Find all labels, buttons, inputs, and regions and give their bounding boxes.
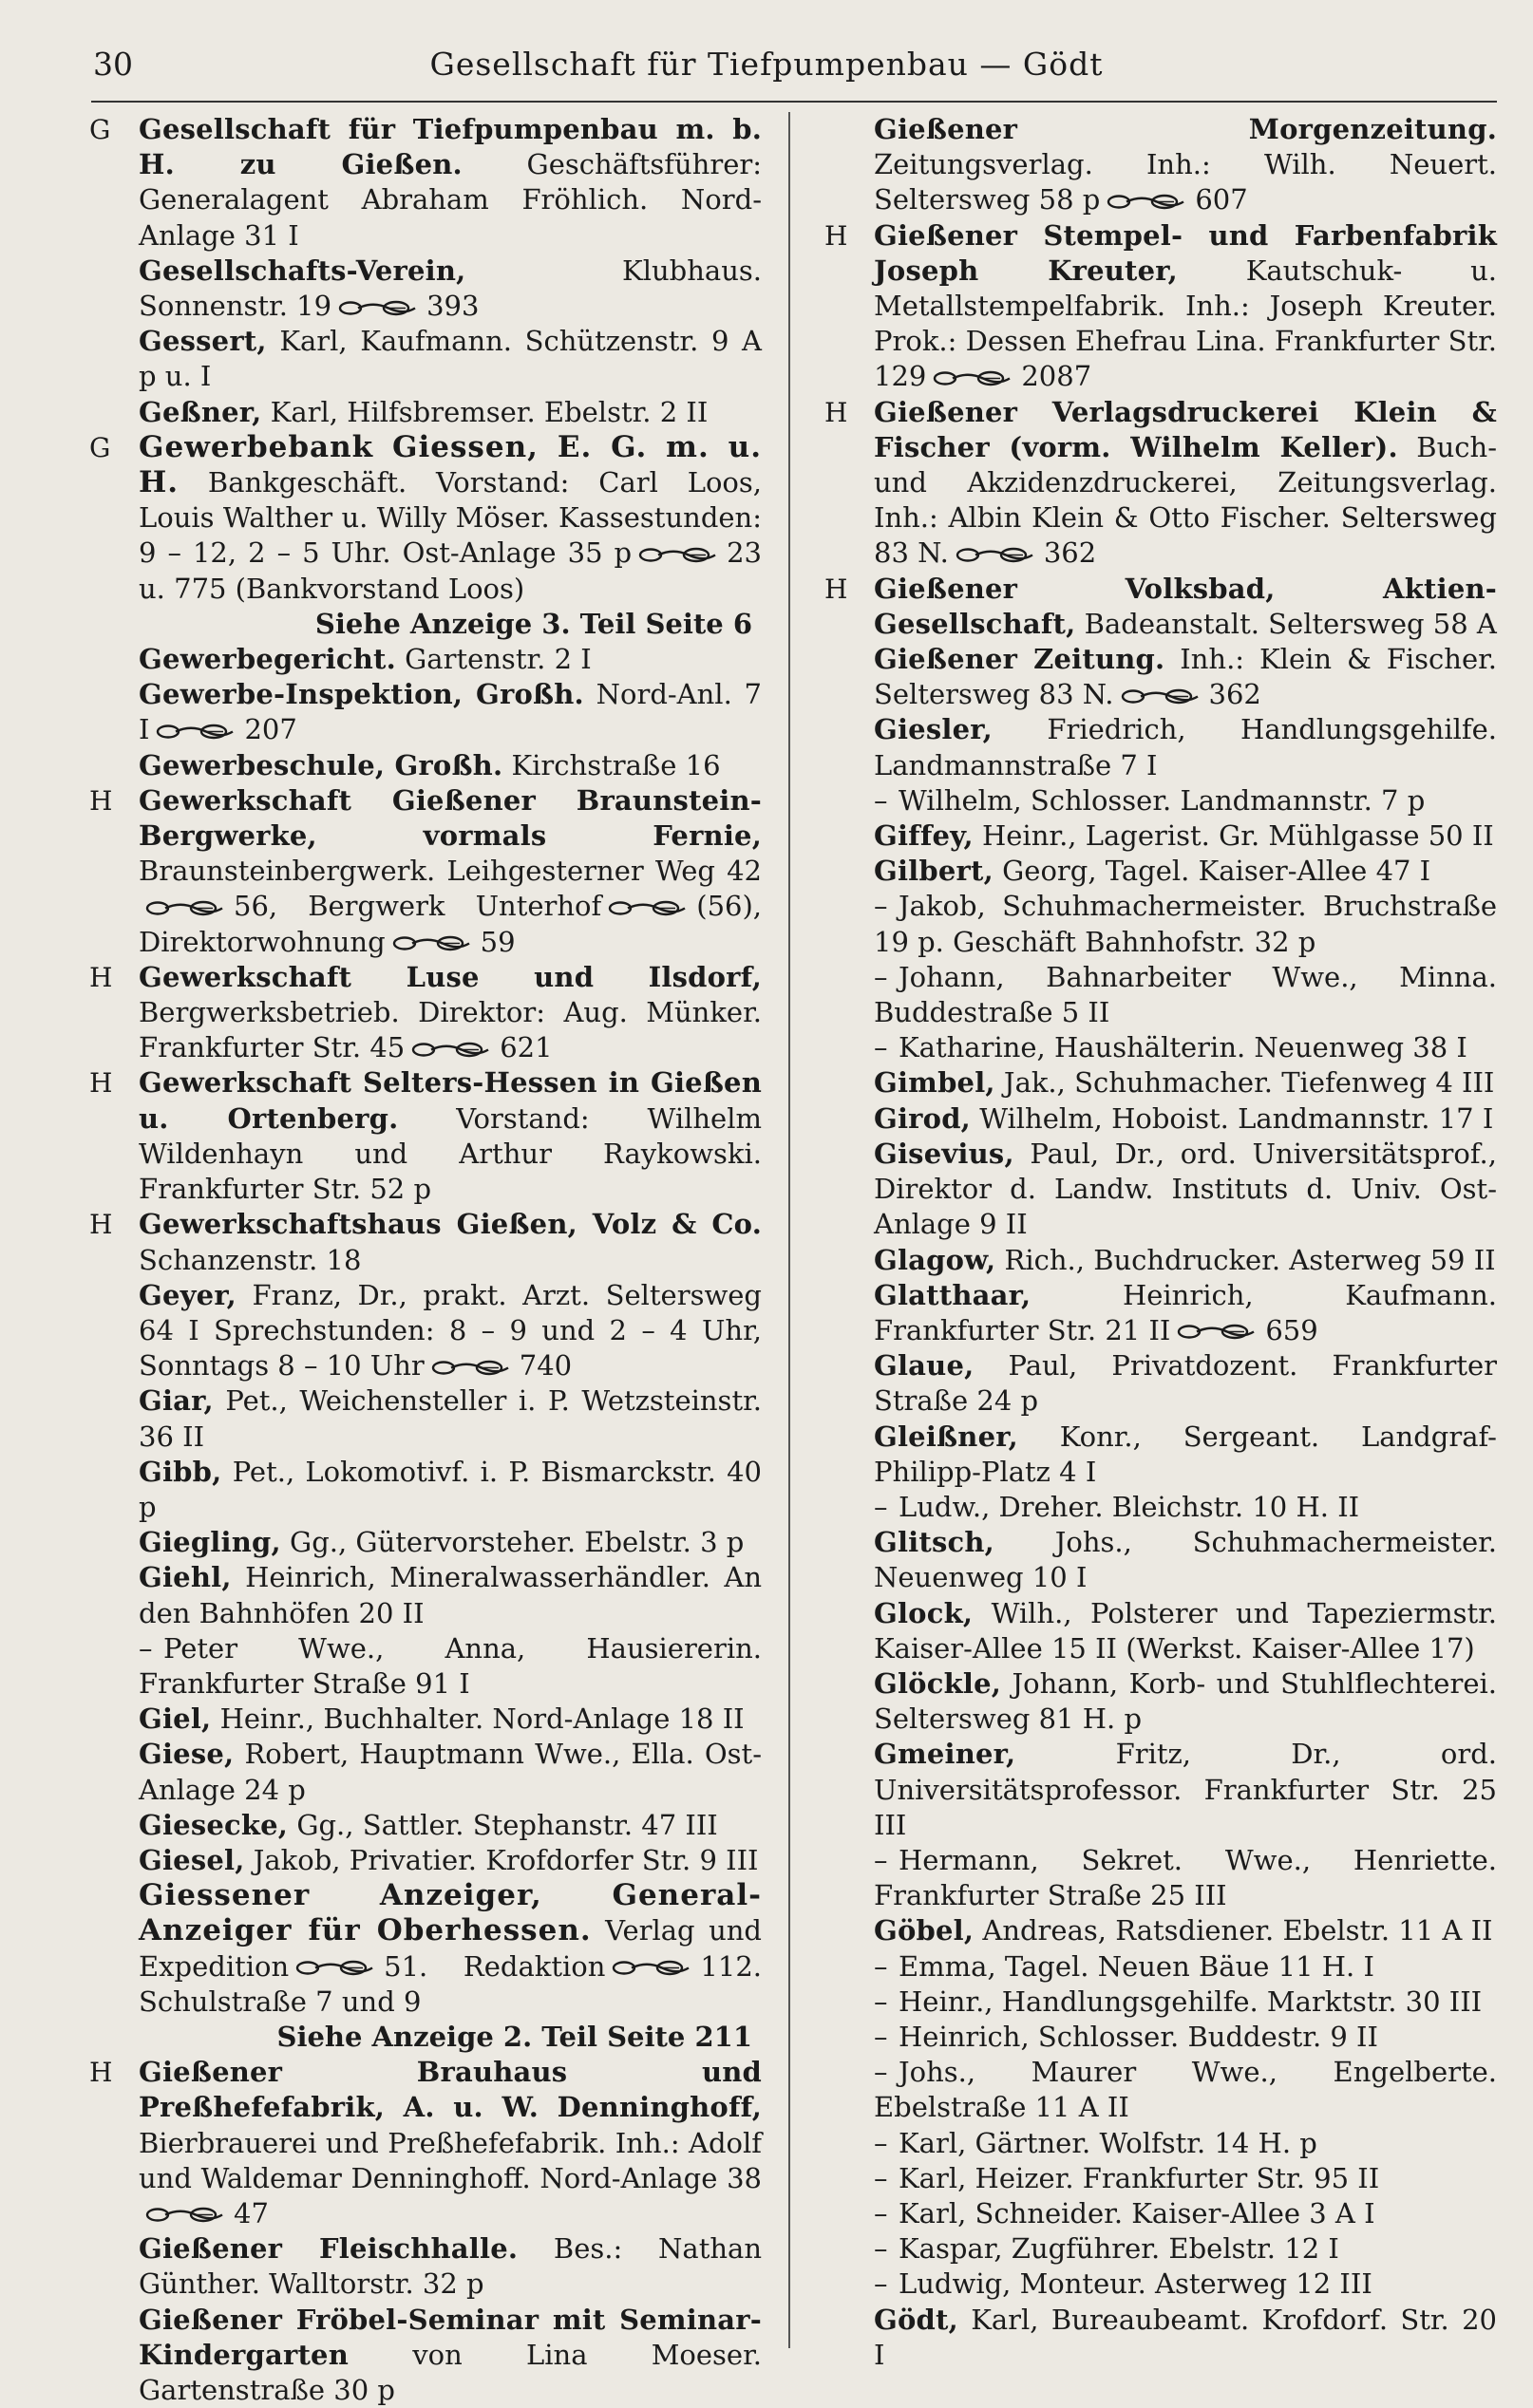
phone-number-text: 59 [480, 925, 516, 958]
directory-entry [819, 1949, 1497, 1985]
entry-name: Gewerbebank Giessen, E. G. m. u. H. [139, 429, 762, 500]
entry-name: Gießener Fröbel-Seminar mit Seminar-Kindergarten [139, 2303, 762, 2371]
entry-text: Katharine, Haushälterin. Neuenweg 38 I [899, 1031, 1467, 1064]
directory-entry [819, 818, 1497, 854]
phone-number-text: 362 [1208, 678, 1261, 711]
entry-mark: H [89, 1067, 113, 1100]
telephone-icon [155, 724, 235, 740]
telephone-icon [337, 300, 417, 316]
page-header [0, 46, 1533, 104]
entry-name: Gewerkschaft Luse und Ilsdorf, [139, 960, 762, 993]
entry-mark: H [89, 961, 113, 993]
directory-entry [84, 748, 762, 783]
entry-name: Gießener Zeitung. [874, 643, 1165, 676]
entry-text: Franz, Dr., prakt. Arzt. Seltersweg 64 I Sprechstunden: 8 – 9 und 2 – 4 Uhr, Sonntags 8 – 10 Uhr [139, 1278, 762, 1383]
entry-name: Gießener Stempel- und Farbenfabrik Joseph Kreuter, [874, 218, 1497, 287]
directory-entry [819, 2020, 1497, 2055]
entry-text: Wilhelm, Schlosser. Landmannstr. 7 p [899, 783, 1426, 817]
directory-entry [819, 572, 1497, 642]
directory-entry [84, 1383, 762, 1454]
directory-entry [84, 2231, 762, 2302]
entry-name: Glaue, [874, 1349, 975, 1383]
entry-name: Gießener Fleischhalle. [139, 2232, 519, 2266]
entry-mark: H [824, 396, 848, 428]
telephone-icon [294, 1960, 374, 1976]
entry-text: Emma, Tagel. Neuen Bäue 11 H. I [899, 1949, 1374, 1983]
directory-entry [819, 1420, 1497, 1490]
directory-entry [819, 112, 1497, 218]
entry-name: Giese, [139, 1738, 235, 1771]
entry-name: Gmeiner, [874, 1738, 1016, 1771]
right-column [819, 112, 1497, 2373]
entry-name: Glagow, [874, 1243, 996, 1276]
entry-mark: G [89, 431, 111, 463]
entry-text: Klubhaus. Sonnenstr. 19 [139, 254, 762, 323]
repeat-dash: – [874, 2161, 888, 2194]
entry-name: Glock, [874, 1596, 974, 1629]
entry-name: Geßner, [139, 395, 262, 428]
entry-text: Georg, Tagel. Kaiser-Allee 47 I [993, 855, 1431, 888]
repeat-dash: – [139, 1631, 153, 1665]
directory-entry [819, 783, 1497, 818]
entry-name: Göbel, [874, 1914, 975, 1947]
repeat-dash: – [874, 890, 888, 923]
repeat-dash: – [874, 1490, 888, 1523]
entry-name: Geyer, [139, 1278, 237, 1311]
directory-entry [819, 1913, 1497, 1948]
entry-name: Giesecke, [139, 1808, 289, 1841]
directory-entry [84, 2055, 762, 2231]
directory-entry [819, 1490, 1497, 1525]
directory-entry [819, 1348, 1497, 1419]
entry-text: Heinrich, Schlosser. Buddestr. 9 II [899, 2020, 1378, 2053]
entry-name: Gewerkschaft Gießener Braunstein-Bergwerke, vormals Fernie, [139, 783, 762, 853]
entry-name: Gewerbegericht. [139, 643, 396, 676]
entry-text: Wilhelm, Hoboist. Landmannstr. 17 I [970, 1101, 1494, 1135]
entry-text: Karl, Gärtner. Wolfstr. 14 H. p [899, 2126, 1317, 2159]
directory-entry [819, 2231, 1497, 2267]
entry-name: Gimbel, [874, 1066, 995, 1100]
phone-number-text: 393 [426, 290, 480, 323]
directory-entry [84, 1631, 762, 1702]
running-title: Gesellschaft für Tiefpumpenbau — Gödt [429, 46, 1104, 83]
entry-text: Geschäftsführer: Generalagent Abraham Fröhlich. Nord-Anlage 31 I [139, 148, 762, 252]
telephone-icon [1106, 194, 1185, 210]
directory-entry [84, 1878, 762, 2020]
directory-entry [819, 642, 1497, 712]
directory-entry [819, 1737, 1497, 1843]
directory-entry [819, 2267, 1497, 2302]
advertisement-note [84, 2020, 762, 2055]
directory-entry [84, 1843, 762, 1878]
entry-name: Gesellschafts-Verein, [139, 254, 466, 287]
directory-entry [84, 430, 762, 607]
entry-text: Ludw., Dreher. Bleichstr. 10 H. II [899, 1490, 1360, 1523]
entry-text: Karl, Schneider. Kaiser-Allee 3 A I [899, 2196, 1375, 2229]
entry-text: Braunsteinbergwerk. Leihgesterner Weg 42 [139, 855, 762, 888]
directory-entry [819, 1065, 1497, 1101]
entry-text: Robert, Hauptmann Wwe., Ella. Ost-Anlage 24 p [139, 1738, 762, 1806]
entry-text: Kirchstraße 16 [502, 748, 721, 781]
directory-entry [819, 2303, 1497, 2373]
directory-entry [84, 324, 762, 394]
entry-text: Johs., Schuhmachermeister. Neuenweg 10 I [874, 1526, 1497, 1594]
directory-entry [819, 712, 1497, 782]
entry-name: Giar, [139, 1384, 214, 1418]
entry-name: Glitsch, [874, 1526, 994, 1559]
directory-entry [819, 2161, 1497, 2196]
directory-entry [819, 1137, 1497, 1243]
entry-mark: H [89, 2057, 113, 2089]
phone-number-text: 207 [244, 713, 297, 746]
repeat-dash: – [874, 2056, 888, 2089]
directory-entry [84, 112, 762, 254]
phone-number-text: 56, Bergwerk Unterhof [234, 890, 602, 923]
telephone-icon [1120, 688, 1200, 705]
entry-text: Pet., Weichensteller i. P. Wetzsteinstr. 36 II [139, 1384, 762, 1453]
entry-text: Pet., Lokomotivf. i. P. Bismarckstr. 40 p [139, 1455, 762, 1523]
entry-name: Giegling, [139, 1526, 281, 1559]
entry-text: Nord-Anl. 7 I [139, 678, 763, 746]
entry-text: Zeitungsverlag. Inh.: Wilh. Neuert. Seltersweg 58 p [874, 148, 1497, 216]
entry-mark: G [89, 114, 111, 145]
phone-number-text: 23 u. 775 (Bankvorstand Loos) [139, 536, 762, 605]
telephone-icon [1176, 1324, 1256, 1340]
directory-entry [819, 854, 1497, 889]
directory-entry [819, 1278, 1497, 1348]
entry-text: Heinrich, Mineralwasserhändler. An den Bahnhöfen 20 II [139, 1561, 762, 1629]
telephone-icon [410, 1042, 490, 1058]
page-number: 30 [93, 46, 133, 83]
entry-name: Giessener Anzeiger, General-Anzeiger für Oberhessen. [139, 1878, 762, 1948]
phone-number-text: 51. Redaktion [384, 1949, 606, 1983]
phone-number-text: (56), Direktorwohnung [139, 890, 762, 958]
directory-entry [84, 1808, 762, 1843]
entry-mark: H [89, 1209, 113, 1241]
entry-name: Gesellschaft für Tiefpumpenbau m. b. H. zu Gießen. [139, 113, 762, 181]
entry-mark: H [824, 573, 848, 605]
directory-entry [84, 960, 762, 1066]
directory-entry [84, 2303, 762, 2408]
entry-name: Gewerbe-Inspektion, Großh. [139, 678, 584, 711]
directory-entry [819, 2196, 1497, 2231]
phone-number-text: 621 [500, 1031, 553, 1064]
entry-text: Heinr., Handlungsgehilfe. Marktstr. 30 III [899, 1985, 1483, 2018]
entry-text: Kautschuk- u. Metallstempelfabrik. Inh.: Joseph Kreuter. Prok.: Dessen Ehefrau Lina. Frankfurter Str. 129 [874, 254, 1497, 393]
entry-text: Karl, Heizer. Frankfurter Str. 95 II [899, 2161, 1380, 2194]
directory-entry [84, 1278, 762, 1384]
directory-entry [84, 254, 762, 324]
entry-name: Gessert, [139, 325, 267, 358]
entry-name: Gleißner, [874, 1420, 1018, 1453]
entry-text: Karl, Hilfsbremser. Ebelstr. 2 II [261, 395, 709, 428]
phone-number-text: 659 [1265, 1313, 1318, 1346]
entry-text: Johann, Korb- und Stuhlflechterei. Seltersweg 81 H. p [874, 1666, 1497, 1736]
directory-entry [84, 1065, 762, 1207]
entry-name: Gibb, [139, 1455, 222, 1488]
entry-name: Gilbert, [874, 855, 994, 888]
entry-text: Hermann, Sekret. Wwe., Henriette. Frankfurter Straße 25 III [874, 1843, 1497, 1912]
repeat-dash: – [874, 1843, 888, 1876]
directory-entry [819, 395, 1497, 572]
entry-name: Gießener Volksbad, Aktien-Gesellschaft, [874, 572, 1497, 640]
entry-mark: H [89, 784, 113, 817]
entry-text: Inh.: Klein & Fischer. Seltersweg 83 N. [874, 643, 1497, 711]
entry-name: Glatthaar, [874, 1278, 1031, 1311]
entry-name: Giesler, [874, 713, 993, 746]
phone-number-text: 607 [1195, 183, 1248, 216]
repeat-dash: – [874, 1985, 888, 2018]
entry-text: Gg., Gütervorsteher. Ebelstr. 3 p [280, 1526, 745, 1559]
entry-name: Gießener Morgenzeitung. [874, 113, 1497, 145]
entry-text: Heinr., Lagerist. Gr. Mühlgasse 50 II [973, 819, 1494, 853]
entry-text: Siehe Anzeige 3. Teil Seite 6 [314, 607, 752, 640]
directory-entry [819, 2055, 1497, 2125]
entry-text: Buch- und Akzidenzdruckerei, Zeitungsverlag. Inh.: Albin Klein & Otto Fischer. Seltersweg 83 N. [874, 430, 1497, 570]
entry-text: Bes.: Nathan Günther. Walltorstr. 32 p [139, 2232, 762, 2301]
directory-entry [84, 783, 762, 960]
phone-number-text: 362 [1043, 536, 1097, 570]
directory-entry [819, 1243, 1497, 1278]
header-rule [91, 101, 1497, 103]
entry-mark: H [824, 219, 848, 252]
directory-entry [819, 960, 1497, 1030]
entry-text: Karl, Kaufmann. Schützenstr. 9 A p u. I [139, 325, 762, 393]
entry-name: Gießener Brauhaus und Preßhefefabrik, A. u. W. Denninghoff, [139, 2056, 762, 2124]
entry-text: Siehe Anzeige 2. Teil Seite 211 [276, 2020, 752, 2053]
entry-name: Giesel, [139, 1843, 245, 1876]
phone-number-text: 740 [519, 1349, 573, 1383]
telephone-icon [932, 370, 1012, 386]
entry-name: Gewerkschaft Selters-Hessen in Gießen u. Ortenberg. [139, 1066, 762, 1135]
entry-text: Gartenstr. 2 I [395, 643, 592, 676]
entry-text: Vorstand: Wilhelm Wildenhayn und Arthur Raykowski. Frankfurter Str. 52 p [139, 1101, 762, 1206]
telephone-icon [391, 935, 471, 951]
entry-name: Gisevius, [874, 1137, 1014, 1170]
entry-name: Gießener Verlagsdruckerei Klein & Fischer (vorm. Wilhelm Keller). [874, 395, 1497, 463]
entry-text: Fritz, Dr., ord. Universitätsprofessor. Frankfurter Str. 25 III [874, 1738, 1497, 1841]
directory-entry [819, 1666, 1497, 1737]
entry-name: Giehl, [139, 1561, 232, 1594]
entry-text: Heinr., Buchhalter. Nord-Anlage 18 II [211, 1703, 745, 1736]
repeat-dash: – [874, 1031, 888, 1064]
telephone-icon [144, 900, 224, 916]
directory-entry [84, 1737, 762, 1807]
entry-name: Giffey, [874, 819, 974, 853]
directory-entry [819, 218, 1497, 395]
entry-text: Friedrich, Handlungsgehilfe. Landmannstraße 7 I [874, 713, 1497, 781]
directory-entry [819, 1985, 1497, 2020]
directory-entry [819, 1101, 1497, 1137]
entry-name: Gewerbeschule, Großh. [139, 748, 503, 781]
entry-name: Girod, [874, 1101, 971, 1135]
entry-text: Konr., Sergeant. Landgraf-Philipp-Platz 4 I [874, 1420, 1497, 1488]
telephone-icon [430, 1360, 510, 1376]
phone-number-text: 2087 [1021, 360, 1092, 393]
entry-text: Johann, Bahnarbeiter Wwe., Minna. Buddestraße 5 II [874, 960, 1497, 1029]
entry-text: Badeanstalt. Seltersweg 58 A [1075, 607, 1497, 640]
directory-entry [819, 2126, 1497, 2161]
entry-text: Rich., Buchdrucker. Asterweg 59 II [995, 1243, 1496, 1276]
directory-entry [84, 395, 762, 430]
telephone-icon [637, 547, 717, 563]
entry-text: Heinrich, Kaufmann. Frankfurter Str. 21 II [874, 1278, 1497, 1346]
phone-number-text: 112. Schulstraße 7 und 9 [139, 1949, 762, 2018]
entry-text: Verlag und Expedition [139, 1914, 762, 1983]
repeat-dash: – [874, 2196, 888, 2229]
telephone-icon [144, 2207, 224, 2223]
directory-entry [819, 1843, 1497, 1913]
entry-text: Gg., Sattler. Stephanstr. 47 III [288, 1808, 718, 1841]
entry-text: Schanzenstr. 18 [139, 1243, 362, 1276]
entry-text: Ludwig, Monteur. Asterweg 12 III [899, 2267, 1372, 2301]
directory-entry [84, 1702, 762, 1737]
entry-text: Andreas, Ratsdiener. Ebelstr. 11 A II [974, 1914, 1493, 1947]
directory-entry [84, 1560, 762, 1630]
directory-entry [819, 1525, 1497, 1595]
entry-text: Kaspar, Zugführer. Ebelstr. 12 I [899, 2232, 1339, 2266]
entry-text: Wilh., Polsterer und Tapeziermstr. Kaiser-Allee 15 II (Werkst. Kaiser-Allee 17) [874, 1596, 1497, 1665]
directory-entry [84, 642, 762, 677]
repeat-dash: – [874, 960, 888, 993]
repeat-dash: – [874, 2020, 888, 2053]
directory-entry [819, 889, 1497, 959]
repeat-dash: – [874, 2232, 888, 2266]
entry-text: Jakob, Schuhmachermeister. Bruchstraße 19 p. Geschäft Bahnhofstr. 32 p [874, 890, 1497, 958]
repeat-dash: – [874, 783, 888, 817]
entry-text: Johs., Maurer Wwe., Engelberte. Ebelstraße 11 A II [874, 2056, 1497, 2124]
phone-number-text: 47 [234, 2196, 269, 2229]
telephone-icon [611, 1960, 691, 1976]
repeat-dash: – [874, 2126, 888, 2159]
left-column [84, 112, 762, 2408]
entry-text: Jakob, Privatier. Krofdorfer Str. 9 III [244, 1843, 759, 1876]
entry-text: Karl, Bureaubeamt. Krofdorf. Str. 20 I [874, 2303, 1497, 2371]
advertisement-note [84, 607, 762, 642]
directory-entry [84, 1455, 762, 1525]
entry-text: Bierbrauerei und Preßhefefabrik. Inh.: Adolf und Waldemar Denninghoff. Nord-Anlage 38 [139, 2126, 762, 2194]
entry-text: Bergwerksbetrieb. Direktor: Aug. Münker. Frankfurter Str. 45 [139, 996, 762, 1064]
directory-entry [84, 1207, 762, 1277]
entry-text: Bankgeschäft. Vorstand: Carl Loos, Louis Walther u. Willy Möser. Kassestunden: 9 – 12, 2 – 5 Uhr. Ost-Anlage 35 p [139, 466, 762, 570]
directory-entry [84, 1525, 762, 1560]
entry-name: Gödt, [874, 2303, 958, 2336]
entry-name: Glöckle, [874, 1666, 1002, 1700]
entry-text: von Lina Moeser. Gartenstraße 30 p [139, 2338, 762, 2406]
entry-text: Jak., Schuhmacher. Tiefenweg 4 III [994, 1066, 1495, 1100]
entry-name: Gewerkschaftshaus Gießen, Volz & Co. [139, 1208, 762, 1241]
directory-entry [819, 1596, 1497, 1666]
column-divider [788, 112, 790, 2348]
repeat-dash: – [874, 1949, 888, 1983]
directory-entry [819, 1030, 1497, 1065]
entry-text: Paul, Dr., ord. Universitätsprof., Direktor d. Landw. Instituts d. Univ. Ost-Anlage 9 II [874, 1137, 1497, 1241]
telephone-icon [955, 547, 1034, 563]
telephone-icon [607, 900, 687, 916]
entry-text: Peter Wwe., Anna, Hausiererin. Frankfurter Straße 91 I [139, 1631, 762, 1700]
entry-name: Giel, [139, 1703, 212, 1736]
directory-entry [84, 677, 762, 747]
repeat-dash: – [874, 2267, 888, 2301]
entry-text: Paul, Privatdozent. Frankfurter Straße 24 p [874, 1349, 1497, 1418]
